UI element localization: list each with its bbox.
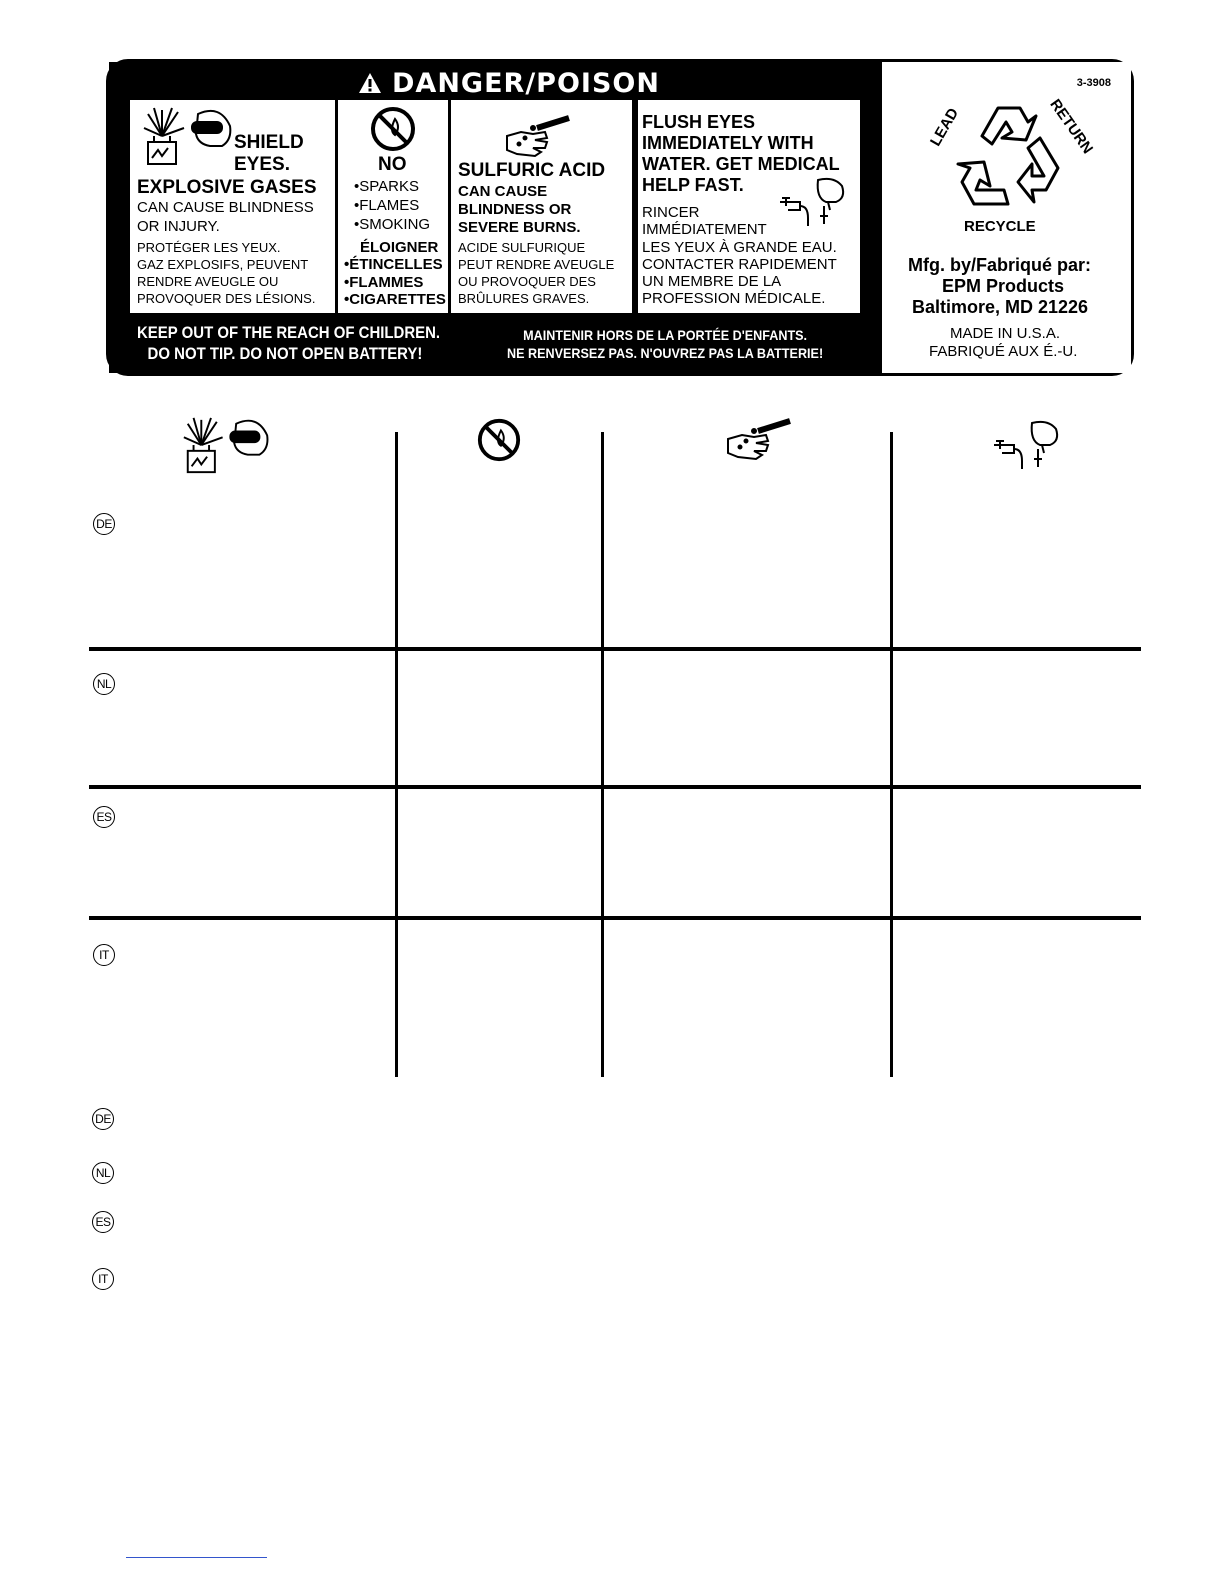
language-badge-nl: NL <box>93 673 115 695</box>
footnote-badge-de: DE <box>92 1108 114 1130</box>
acid-fr-line4: BRÛLURES GRAVES. <box>458 291 590 306</box>
table-row-divider <box>89 916 1141 920</box>
no-flames-icon <box>369 105 417 153</box>
label-title: DANGER/POISON <box>109 68 909 98</box>
shield-en-line2: CAN CAUSE BLINDNESS <box>137 199 314 216</box>
warning-english: KEEP OUT OF THE REACH OF CHILDREN. DO NOT TIP. DO NOT OPEN BATTERY! <box>137 323 441 363</box>
flush-en-line4: HELP FAST. <box>642 175 744 195</box>
explosion-goggles-icon <box>140 106 235 168</box>
acid-hand-icon <box>503 114 573 158</box>
panel-sulfuric-acid <box>451 100 632 313</box>
acid-en-line2: BLINDNESS OR <box>458 201 572 218</box>
recycle-icon <box>920 96 1097 218</box>
shield-fr-line4: PROVOQUER DES LÉSIONS. <box>137 291 316 306</box>
shield-en-line3: OR INJURY. <box>137 218 220 235</box>
acid-en-line1: CAN CAUSE <box>458 183 548 200</box>
return-text: RETURN <box>1046 96 1097 158</box>
made-in-usa: MADE IN U.S.A. <box>950 325 1061 342</box>
no-item-flames: •FLAMES <box>354 197 420 214</box>
footnote-badge-es: ES <box>92 1211 114 1233</box>
company-city: Baltimore, MD 21226 <box>912 297 1089 317</box>
lead-text: LEAD <box>926 105 963 150</box>
explosion-goggles-icon <box>180 415 272 477</box>
table-row-divider <box>89 647 1141 651</box>
eyes-heading: EYES. <box>234 154 290 175</box>
flush-fr-line5: UN MEMBRE DE LA <box>642 273 782 290</box>
flush-en-line2: IMMEDIATELY WITH <box>642 133 814 153</box>
eloigner-heading: ÉLOIGNER <box>360 239 439 256</box>
warning-french: MAINTENIR HORS DE LA PORTÉE D'ENFANTS. NE RENVERSEZ PAS. N'OUVREZ PAS LA BATTERIE! <box>507 327 824 361</box>
shield-fr-line2: GAZ EXPLOSIFS, PEUVENT <box>137 257 309 272</box>
recycle-text: RECYCLE <box>964 218 1036 235</box>
eyewash-faucet-icon <box>778 176 850 228</box>
acid-hand-icon <box>724 417 794 461</box>
acid-fr-line3: OU PROVOQUER DES <box>458 274 596 289</box>
fabrique-aux-eu: FABRIQUÉ AUX É.-U. <box>929 343 1078 360</box>
company-name: EPM Products <box>942 276 1065 296</box>
table-row-divider <box>89 785 1141 789</box>
eyewash-faucet-icon <box>992 413 1064 477</box>
acid-fr-line1: ACIDE SULFURIQUE <box>458 240 586 255</box>
no-flames-icon <box>476 417 522 463</box>
recycle-section <box>882 62 1131 373</box>
flush-fr-line3: LES YEUX À GRANDE EAU. <box>642 239 837 256</box>
panel-shield-eyes <box>130 100 335 313</box>
table-column-divider <box>395 432 398 1077</box>
acid-fr-line2: PEUT RENDRE AVEUGLE <box>458 257 615 272</box>
table-column-divider <box>601 432 604 1077</box>
panel-flush-eyes <box>638 100 860 313</box>
no-heading: NO <box>378 154 407 175</box>
part-number: 3-3908 <box>1076 77 1111 89</box>
footer-link-underline <box>126 1557 267 1558</box>
no-item-sparks: •SPARKS <box>354 178 419 195</box>
language-badge-es: ES <box>93 806 115 828</box>
language-badge-it: IT <box>93 944 115 966</box>
sulfuric-acid-heading: SULFURIC ACID <box>458 160 606 181</box>
fr-item-flammes: •FLAMMES <box>344 274 424 291</box>
battery-warning-label <box>106 59 1134 376</box>
flush-fr-line1: RINCER <box>642 204 700 221</box>
flush-en-line1: FLUSH EYES <box>642 112 756 132</box>
acid-en-line3: SEVERE BURNS. <box>458 219 581 236</box>
flush-fr-line2: IMMÉDIATEMENT <box>642 221 767 238</box>
language-badge-de: DE <box>93 513 115 535</box>
flush-fr-line6: PROFESSION MÉDICALE. <box>642 290 826 307</box>
flush-fr-line4: CONTACTER RAPIDEMENT <box>642 256 837 273</box>
footnote-badge-it: IT <box>92 1268 114 1290</box>
explosive-gases-text: EXPLOSIVE GASES <box>137 177 317 198</box>
warning-triangle-icon <box>358 72 382 94</box>
table-column-divider <box>890 432 893 1077</box>
fr-item-etincelles: •ÉTINCELLES <box>344 256 443 273</box>
mfg-by-text: Mfg. by/Fabriqué par: <box>908 255 1092 275</box>
fr-item-cigarettes: •CIGARETTES <box>344 291 446 308</box>
footnote-badge-nl: NL <box>92 1162 114 1184</box>
shield-heading: SHIELD <box>234 132 304 153</box>
panel-no-flames <box>338 100 448 313</box>
no-item-smoking: •SMOKING <box>354 216 431 233</box>
shield-fr-line1: PROTÉGER LES YEUX. <box>137 240 281 255</box>
shield-fr-line3: RENDRE AVEUGLE OU <box>137 274 279 289</box>
flush-en-line3: WATER. GET MEDICAL <box>642 154 840 174</box>
